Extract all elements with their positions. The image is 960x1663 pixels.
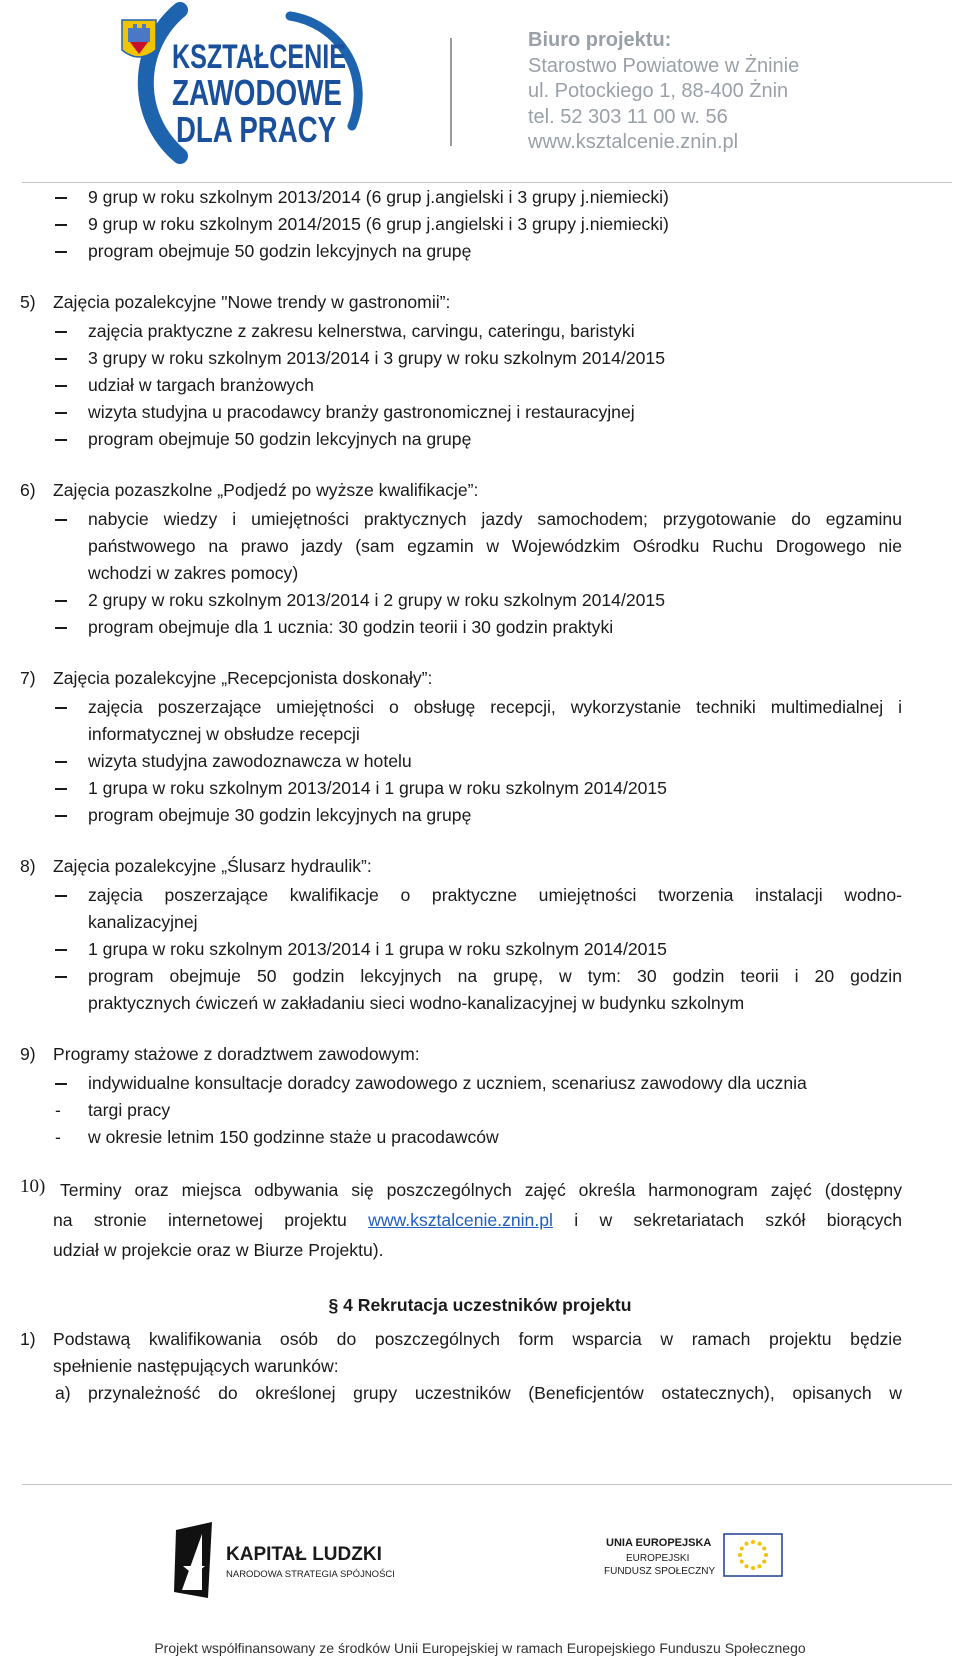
paragraph-text: i w sekretariatach szkół biorących — [574, 1210, 903, 1230]
list-item: program obejmuje 50 godzin lekcyjnych na grupę — [88, 429, 472, 449]
paragraph-line: udział w projekcie oraz w Biurze Projektu). — [53, 1240, 384, 1260]
section-number: 1) — [20, 1329, 36, 1349]
bullet-dash — [55, 331, 67, 333]
list-item: indywidualne konsultacje doradcy zawodowego z uczniem, scenariusz zawodowy dla ucznia — [88, 1073, 807, 1093]
bullet-dash — [55, 358, 67, 360]
eu-star-icon — [745, 1542, 749, 1546]
section-heading: § 4 Rekrutacja uczestników projektu — [328, 1295, 632, 1315]
paragraph-line: spełnienie następujących warunków: — [53, 1356, 339, 1376]
list-item: 3 grupy w roku szkolnym 2013/2014 i 3 grupy w roku szkolnym 2014/2015 — [88, 348, 665, 368]
header-divider — [450, 38, 452, 146]
section-number: 9) — [20, 1044, 36, 1064]
section-number: 10) — [20, 1176, 46, 1197]
eu-star-icon — [758, 1542, 762, 1546]
svg-text:NARODOWA STRATEGIA SPÓJNOŚCI: NARODOWA STRATEGIA SPÓJNOŚCI — [226, 1569, 395, 1580]
bullet-dash — [55, 1083, 67, 1085]
eu-star-icon — [740, 1547, 744, 1551]
bullet-dash — [55, 519, 67, 521]
list-item: zajęcia poszerzające umiejętności o obsługę recepcji, wykorzystanie techniki multimedialnej i — [88, 697, 902, 717]
paragraph-text: na stronie internetowej projektu — [53, 1210, 347, 1230]
ksztalcenie-logo-graphic — [120, 6, 370, 166]
svg-text:FUNDUSZ SPOŁECZNY: FUNDUSZ SPOŁECZNY — [604, 1566, 716, 1577]
list-item: zajęcia poszerzające kwalifikacje o praktyczne umiejętności tworzenia instalacji wodno- — [88, 885, 902, 905]
eu-efs-logo — [604, 1528, 834, 1598]
svg-text:KAPITAŁ LUDZKI: KAPITAŁ LUDZKI — [226, 1544, 382, 1565]
list-item-continuation: praktycznych ćwiczeń w zakładaniu sieci wodno-kanalizacyjnej w budynku szkolnym — [88, 993, 745, 1013]
bullet-dash — [55, 627, 67, 629]
list-item: program obejmuje 50 godzin lekcyjnych na grupę — [88, 241, 472, 261]
office-phone: tel. 52 303 11 00 w. 56 — [528, 105, 728, 128]
list-item-continuation: kanalizacyjnej — [88, 912, 198, 932]
list-item-continuation: informatycznej w obsłudze recepcji — [88, 724, 360, 744]
paragraph-line: Podstawą kwalifikowania osób do poszczególnych form wsparcia w ramach projektu będzie — [53, 1329, 902, 1349]
list-item-continuation: wchodzi w zakres pomocy) — [88, 563, 299, 583]
bullet-dash — [55, 197, 67, 199]
eu-star-icon — [762, 1560, 766, 1564]
office-title: Biuro projektu: — [528, 29, 672, 51]
eu-star-icon — [764, 1553, 768, 1557]
section-title: Zajęcia pozalekcyjne „Recepcjonista doskonały”: — [53, 668, 433, 688]
section-number: 6) — [20, 480, 36, 500]
eu-star-icon — [751, 1540, 755, 1544]
project-website-link[interactable]: www.ksztalcenie.znin.pl — [368, 1210, 553, 1230]
paragraph-line: Terminy oraz miejsca odbywania się poszczególnych zajęć określa harmonogram zajęć (dostępny — [60, 1180, 902, 1200]
list-item: nabycie wiedzy i umiejętności praktycznych jazdy samochodem; przygotowanie do egzaminu — [88, 509, 902, 529]
kapital-ludzki-logo — [172, 1520, 412, 1600]
ksztalcenie-zawodowe-logo — [120, 6, 370, 166]
office-address: ul. Potockiego 1, 88-400 Żnin — [528, 80, 789, 102]
cofinancing-note: Projekt współfinansowany ze środków Unii Europejskiej w ramach Europejskiego Funduszu Społecznego — [154, 1640, 806, 1656]
bullet-hyphen: - — [55, 1127, 61, 1147]
section-title: Zajęcia pozaszkolne „Podjedź po wyższe kwalifikacje”: — [53, 480, 479, 500]
list-item: 9 grup w roku szkolnym 2013/2014 (6 grup j.angielski i 3 grupy j.niemiecki) — [88, 187, 669, 207]
list-item: program obejmuje 50 godzin lekcyjnych na grupę, w tym: 30 godzin teorii i 20 godzin — [88, 966, 902, 986]
znin-coat-of-arms-icon — [122, 20, 156, 57]
bullet-dash — [55, 949, 67, 951]
eu-star-icon — [745, 1564, 749, 1568]
list-item: 1 grupa w roku szkolnym 2013/2014 i 1 grupa w roku szkolnym 2014/2015 — [88, 778, 667, 798]
eu-star-icon — [762, 1547, 766, 1551]
eu-star-icon — [738, 1553, 742, 1557]
list-item-continuation: państwowego na prawo jazdy (sam egzamin w Wojewódzkim Ośrodku Ruchu Drogowego nie — [88, 536, 902, 556]
list-item: zajęcia praktyczne z zakresu kelnerstwa, carvingu, cateringu, baristyki — [88, 321, 635, 341]
footer-rule — [22, 1484, 952, 1485]
section-title: Zajęcia pozalekcyjne "Nowe trendy w gastronomii”: — [53, 292, 451, 312]
bullet-dash — [55, 385, 67, 387]
list-item: 9 grup w roku szkolnym 2014/2015 (6 grup j.angielski i 3 grupy j.niemiecki) — [88, 214, 669, 234]
bullet-dash — [55, 224, 67, 226]
svg-text:ZAWODOWE: ZAWODOWE — [172, 72, 342, 113]
office-name: Starostwo Powiatowe w Żninie — [528, 54, 800, 77]
bullet-hyphen: - — [55, 1100, 61, 1120]
bullet-dash — [55, 707, 67, 709]
bullet-dash — [55, 412, 67, 414]
list-item: w okresie letnim 150 godzinne staże u pracodawców — [88, 1127, 499, 1147]
bullet-dash — [55, 788, 67, 790]
paragraph-line — [53, 1205, 902, 1235]
list-item: program obejmuje dla 1 ucznia: 30 godzin teorii i 30 godzin praktyki — [88, 617, 614, 637]
svg-text:UNIA EUROPEJSKA: UNIA EUROPEJSKA — [606, 1537, 712, 1549]
eu-star-icon — [751, 1566, 755, 1570]
section-title: Zajęcia pozalekcyjne „Ślusarz hydraulik”: — [53, 856, 372, 876]
list-item: 1 grupa w roku szkolnym 2013/2014 i 1 grupa w roku szkolnym 2014/2015 — [88, 939, 667, 959]
list-item: 2 grupy w roku szkolnym 2013/2014 i 2 grupy w roku szkolnym 2014/2015 — [88, 590, 665, 610]
kapital-ludzki-logo-graphic — [172, 1520, 412, 1600]
eu-star-icon — [740, 1560, 744, 1564]
section-number: 8) — [20, 856, 36, 876]
office-web: www.ksztalcenie.znin.pl — [528, 131, 739, 153]
section-number: 5) — [20, 292, 36, 312]
bullet-dash — [55, 976, 67, 978]
list-item: wizyta studyjna zawodoznawcza w hotelu — [88, 751, 412, 771]
bullet-dash — [55, 895, 67, 897]
bullet-dash — [55, 439, 67, 441]
svg-text:KSZTAŁCENIE: KSZTAŁCENIE — [172, 38, 346, 76]
bullet-dash — [55, 600, 67, 602]
subsection-letter: a) — [55, 1383, 71, 1403]
bullet-dash — [55, 251, 67, 253]
paragraph-line: przynależność do określonej grupy uczestników (Beneficjentów ostatecznych), opisanych w — [88, 1383, 902, 1403]
section-number: 7) — [20, 668, 36, 688]
svg-text:DLA PRACY: DLA PRACY — [176, 109, 336, 150]
section-title: Programy stażowe z doradztwem zawodowym: — [53, 1044, 420, 1064]
bullet-dash — [55, 815, 67, 817]
list-item: udział w targach branżowych — [88, 375, 314, 395]
bullet-dash — [55, 761, 67, 763]
svg-text:EUROPEJSKI: EUROPEJSKI — [626, 1553, 690, 1564]
list-item: wizyta studyjna u pracodawcy branży gastronomicznej i restauracyjnej — [88, 402, 635, 422]
list-item: program obejmuje 30 godzin lekcyjnych na grupę — [88, 805, 472, 825]
eu-star-icon — [758, 1564, 762, 1568]
project-office-block — [528, 28, 799, 156]
list-item: targi pracy — [88, 1100, 171, 1120]
eu-efs-logo-graphic — [604, 1528, 834, 1598]
